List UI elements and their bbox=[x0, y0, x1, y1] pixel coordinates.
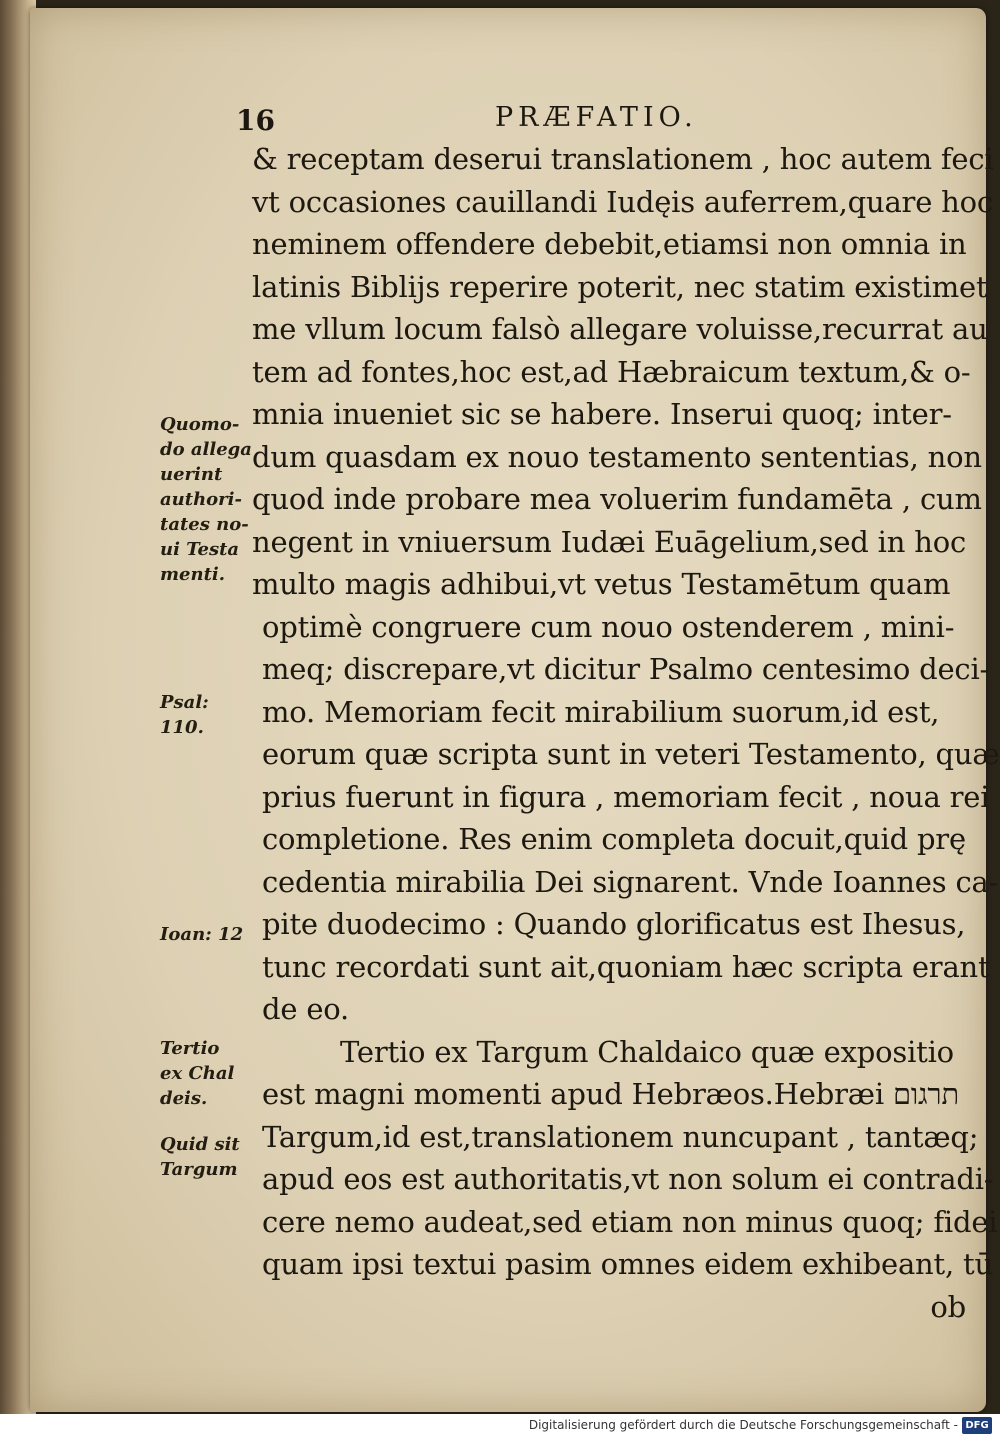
text-line: mnia inueniet sic se habere. Inserui quoq; inter- bbox=[252, 397, 952, 431]
text-line: Tertio ex Targum Chaldaico quæ expositio bbox=[340, 1034, 954, 1069]
text-line: latinis Biblijs reperire poterit, nec statim existimet bbox=[252, 269, 988, 304]
body-text bbox=[252, 138, 1000, 1328]
text-line: eorum quæ scripta sunt in veteri Testamento, quæ bbox=[262, 737, 1000, 771]
margin-note-line: deis. bbox=[160, 1088, 208, 1109]
text-line: quam ipsi textui pasim omnes eidem exhibeant, tū bbox=[262, 1247, 993, 1281]
text-line: pite duodecimo : Quando glorificatus est Ihesus, bbox=[262, 907, 966, 941]
running-head: PRÆFATIO. bbox=[495, 102, 698, 133]
margin-note-line: 110. bbox=[160, 717, 204, 738]
page-number: 16 bbox=[236, 104, 275, 137]
text-line: optimè congruere cum nouo ostenderem , mini- bbox=[262, 609, 955, 644]
margin-note-line: ui Testa bbox=[160, 539, 240, 560]
text-line: Targum,id est,translationem nuncupant , tantæq; bbox=[262, 1119, 979, 1154]
catchword: ob bbox=[930, 1289, 966, 1324]
margin-note-line: Tertio bbox=[160, 1038, 220, 1059]
margin-note-line: uerint bbox=[160, 464, 223, 485]
text-line: tem ad fontes,hoc est,ad Hæbraicum textum,& o- bbox=[252, 354, 971, 389]
text-line: vt occasiones cauillandi Iudęis auferrem,quare hoc bbox=[252, 184, 993, 219]
margin-note-line: Psal: bbox=[160, 692, 209, 713]
text-line: tunc recordati sunt ait,quoniam hæc scripta erant bbox=[262, 949, 990, 984]
margin-note-line: Quomo- bbox=[160, 414, 240, 435]
margin-note-line: ex Chal bbox=[160, 1063, 235, 1084]
funding-credit: Digitalisierung gefördert durch die Deutsche Forschungsgemeinschaft - bbox=[528, 1418, 958, 1432]
text-line: dum quasdam ex nouo testamento sententias, non bbox=[252, 439, 982, 474]
text-line: prius fuerunt in figura , memoriam fecit , noua rei bbox=[262, 779, 990, 814]
margin-note-quid-sit-targum bbox=[160, 1132, 264, 1182]
text-line: cedentia mirabilia Dei signarent. Vnde Ioannes ca- bbox=[262, 864, 999, 899]
text-line: neminem offendere debebit,etiamsi non omnia in bbox=[252, 227, 967, 261]
footer-bar bbox=[0, 1414, 1000, 1438]
text-line: apud eos est authoritatis,vt non solum ei contradi- bbox=[262, 1162, 994, 1196]
text-line: meq; discrepare,vt dicitur Psalmo centesimo deci- bbox=[262, 652, 990, 686]
dfg-logo: DFG bbox=[962, 1417, 992, 1434]
margin-note-quomodo bbox=[160, 412, 264, 587]
margin-note-tertio bbox=[160, 1036, 264, 1111]
margin-note-line: Quid sit bbox=[160, 1134, 240, 1155]
margin-note-line: tates no- bbox=[160, 514, 249, 535]
text-line: de eo. bbox=[262, 992, 350, 1026]
text-line: quod inde probare mea voluerim fundamēta , cum bbox=[252, 482, 982, 516]
text-line: mo. Memoriam fecit mirabilium suorum,id est, bbox=[262, 694, 940, 729]
text-line: completione. Res enim completa docuit,quid prę bbox=[262, 822, 966, 856]
text-line: negent in vniuersum Iudæi Euāgelium,sed in hoc bbox=[252, 524, 967, 559]
margin-note-psal bbox=[160, 690, 264, 740]
margin-note-line: do allega bbox=[160, 439, 252, 460]
margin-note-ioan bbox=[160, 922, 264, 947]
text-line: est magni momenti apud Hebræos.Hebræi תרגום bbox=[262, 1077, 959, 1111]
text-line: cere nemo audeat,sed etiam non minus quoq; fidei bbox=[262, 1204, 998, 1239]
text-line: me vllum locum falsò allegare voluisse,recurrat au bbox=[252, 312, 988, 346]
margin-note-line: Targum bbox=[160, 1159, 238, 1180]
text-line: & receptam deserui translationem , hoc autem feci bbox=[252, 142, 994, 176]
margin-note-line: Ioan: 12 bbox=[160, 924, 244, 945]
margin-note-line: authori- bbox=[160, 489, 242, 510]
margin-note-line: menti. bbox=[160, 564, 226, 585]
text-line: multo magis adhibui,vt vetus Testamētum quam bbox=[252, 567, 951, 601]
